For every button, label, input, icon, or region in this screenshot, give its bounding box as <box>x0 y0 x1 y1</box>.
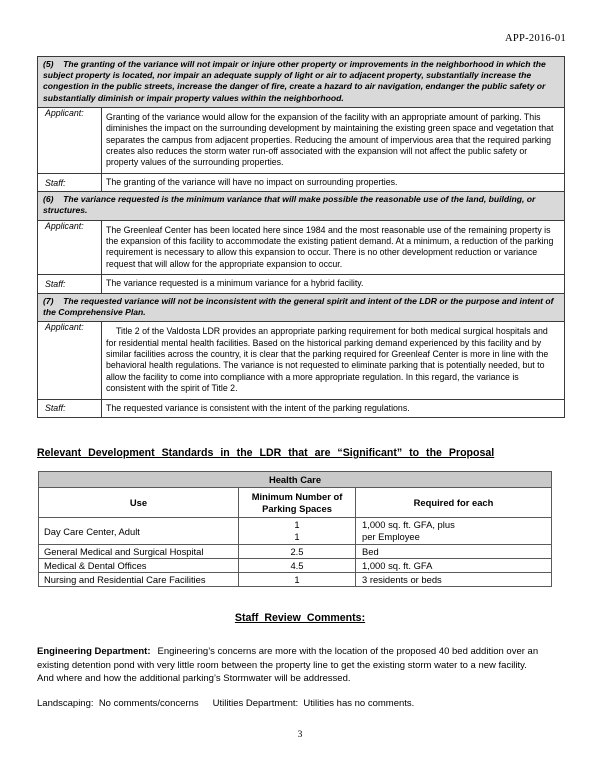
health-care-parking-table <box>38 471 552 587</box>
table-row <box>39 573 552 587</box>
parking-table-header-row <box>39 488 552 518</box>
relevant-standards-heading: Relevant Development Standards in the LDR that are “Significant” to the Proposal <box>37 447 495 459</box>
criterion-7-applicant-label: Applicant: <box>38 322 102 399</box>
criterion-7-applicant-text: Title 2 of the Valdosta LDR provides an appropriate parking requirement for both medical surgical hospitals and for residential mental health facilities. Based on the historical parking demand experienced by this facility and by similar facilities across the country, it is clear that the parking required for Greenleaf Center is more in line with the behavioral health regulations. The variance is not requested to eliminate parking that is potentially needed, but to allow the facility to come into compliance with a more appropriate regulation. In this regard, the variance is consistent with the spirit of Title 2. <box>102 322 565 399</box>
parking-row-3-spaces: 1 <box>239 573 356 587</box>
criterion-7-staff-label: Staff: <box>38 399 102 417</box>
criteria-heading-row <box>38 192 565 220</box>
criterion-5-applicant-text: Granting of the variance would allow for the expansion of the facility with an appropriate amount of parking. This diminishes the impact on the surrounding development by maintaining the existing green space and vegetation that separates the campus from adjacent properties. Reducing the amount of impervious area that the required parking creates also reduces the storm water run-off associated with the expansion will not affect the public safety or property values of the surrounding properties. <box>102 107 565 173</box>
criteria-staff-row <box>38 173 565 191</box>
utilities-department-label: Utilities Department: <box>212 698 299 709</box>
criteria-applicant-row <box>38 322 565 399</box>
column-header-min-spaces <box>239 488 356 518</box>
criterion-5-number: (5) <box>43 59 54 69</box>
parking-table-title: Health Care <box>39 472 552 488</box>
staff-review-comments-heading <box>0 612 600 624</box>
parking-row-0-required-line1: 1,000 sq. ft. GFA, plus <box>362 519 455 530</box>
criterion-6-number: (6) <box>43 194 54 205</box>
parking-row-0-spaces-line1: 1 <box>294 519 300 530</box>
health-care-parking-table-wrap <box>38 471 552 587</box>
document-case-number: APP-2016-01 <box>504 33 566 44</box>
parking-row-2-required: 1,000 sq. ft. GFA <box>356 559 552 573</box>
parking-row-3-required: 3 residents or beds <box>356 573 552 587</box>
criteria-applicant-row <box>38 220 565 275</box>
parking-row-1-spaces: 2.5 <box>239 545 356 559</box>
column-header-required-for-each: Required for each <box>356 488 552 518</box>
parking-row-0-required-line2: per Employee <box>362 531 420 543</box>
parking-row-0-spaces-line2: 1 <box>294 531 300 543</box>
criteria-staff-row <box>38 275 565 293</box>
parking-row-0-use: Day Care Center, Adult <box>39 518 239 545</box>
parking-row-3-use: Nursing and Residential Care Facilities <box>39 573 239 587</box>
variance-criteria-section <box>37 56 565 418</box>
table-row <box>39 559 552 573</box>
criterion-5-heading <box>38 57 565 108</box>
column-header-min-spaces-line2: Parking Spaces <box>262 502 332 514</box>
criteria-table <box>37 56 565 418</box>
landscaping-label: Landscaping: <box>37 698 94 709</box>
parking-row-1-required: Bed <box>356 545 552 559</box>
table-row <box>39 518 552 545</box>
engineering-department-label: Engineering Department: <box>37 646 151 657</box>
engineering-department-text: Engineering’s concerns are more with the location of the proposed 40 bed addition over an existing detention pond with very little room between the property line to get the existing storm water to a new facility. And where and how the additional parking’s Stormwater will be addressed. <box>37 646 539 685</box>
parking-row-0-spaces <box>239 518 356 545</box>
table-row <box>39 545 552 559</box>
criterion-6-staff-text: The variance requested is a minimum variance for a hybrid facility. <box>102 275 565 293</box>
staff-review-comments-heading-text: Staff Review Comments: <box>234 612 366 624</box>
parking-table-title-row <box>39 472 552 488</box>
utilities-department-text: Utilities has no comments. <box>303 698 415 709</box>
landscaping-text: No comments/concerns <box>98 698 199 709</box>
criterion-6-applicant-text: The Greenleaf Center has been located here since 1984 and the most reasonable use of the remaining property is the expansion of this facility to accommodate the existing patient demand. At a minimum, a reduction of the parking requirement is necessary to allow this expansion to occur. There is no other development reduction or variance request that will allow for the appropriate expansion to occur. <box>102 220 565 275</box>
criteria-heading-row <box>38 293 565 321</box>
criterion-7-staff-text: The requested variance is consistent with the intent of the parking regulations. <box>102 399 565 417</box>
parking-row-0-required <box>356 518 552 545</box>
criterion-6-heading <box>38 192 565 220</box>
criterion-7-heading <box>38 293 565 321</box>
criterion-7-heading-text: The requested variance will not be inconsistent with the general spirit and intent of the LDR or the purpose and intent of the Comprehensive Plan. <box>43 295 554 317</box>
parking-row-2-spaces: 4.5 <box>239 559 356 573</box>
criterion-6-applicant-label: Applicant: <box>38 220 102 275</box>
criterion-6-staff-label: Staff: <box>38 275 102 293</box>
column-header-min-spaces-line1: Minimum Number of <box>251 491 343 502</box>
criterion-5-staff-label: Staff: <box>38 173 102 191</box>
criterion-5-staff-text: The granting of the variance will have no impact on surrounding properties. <box>102 173 565 191</box>
page-number: 3 <box>297 730 303 740</box>
parking-row-1-use: General Medical and Surgical Hospital <box>39 545 239 559</box>
criterion-5-applicant-label: Applicant: <box>38 107 102 173</box>
criteria-applicant-row <box>38 107 565 173</box>
engineering-department-comment <box>37 645 545 686</box>
criteria-staff-row <box>38 399 565 417</box>
criterion-5-heading-text: The granting of the variance will not impair or injure other property or improvements in the neighborhood in which the subject property is located, nor impair an adequate supply of light or air to adjacent property, substantially increase the congestion in the public streets, increase the danger of fire, create a hazard to air navigation, endanger the public safety or substantially diminish or impair property values within the neighborhood. <box>43 59 546 103</box>
landscaping-utilities-comment-line <box>37 697 545 711</box>
column-header-use: Use <box>39 488 239 518</box>
criteria-heading-row <box>38 57 565 108</box>
criterion-7-number: (7) <box>43 295 54 306</box>
parking-row-2-use: Medical & Dental Offices <box>39 559 239 573</box>
criterion-6-heading-text: The variance requested is the minimum variance that will make possible the reasonable use of the land, building, or structures. <box>43 194 536 216</box>
